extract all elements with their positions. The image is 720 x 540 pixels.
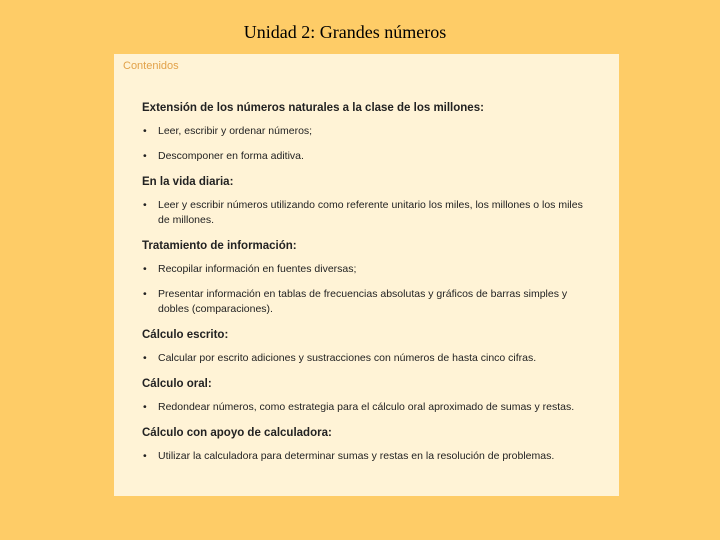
list-item: • Presentar información en tablas de frecuencias absolutas y gráficos de barras simples y dobles (comparaciones).: [142, 287, 592, 317]
panel-label: Contenidos: [123, 60, 179, 72]
list-item: • Utilizar la calculadora para determinar sumas y restas en la resolución de problemas.: [142, 449, 592, 464]
section-heading-calculo-escrito: Cálculo escrito:: [142, 329, 229, 341]
list-item: • Calcular por escrito adiciones y sustracciones con números de hasta cinco cifras.: [142, 351, 592, 366]
section-heading-calculo-oral: Cálculo oral:: [142, 378, 212, 390]
section-list-calculo-escrito: [142, 351, 592, 366]
content-body: [142, 102, 592, 476]
section-list-extension: [142, 124, 592, 164]
section-heading-calculadora: Cálculo con apoyo de calculadora:: [142, 427, 332, 439]
slide-title: Unidad 2: Grandes números: [243, 22, 447, 42]
list-item: • Descomponer en forma aditiva.: [142, 149, 592, 164]
section-heading-vida-diaria: En la vida diaria:: [142, 176, 234, 188]
list-item: • Leer y escribir números utilizando como referente unitario los miles, los millones o los miles de millones.: [142, 198, 592, 228]
section-list-tratamiento: [142, 262, 592, 317]
section-list-vida-diaria: [142, 198, 592, 228]
section-list-calculadora: [142, 449, 592, 464]
list-item: • Leer, escribir y ordenar números;: [142, 124, 592, 139]
section-list-calculo-oral: [142, 400, 592, 415]
list-item: • Recopilar información en fuentes diversas;: [142, 262, 592, 277]
list-item: • Redondear números, como estrategia para el cálculo oral aproximado de sumas y restas.: [142, 400, 592, 415]
section-heading-tratamiento: Tratamiento de información:: [142, 240, 297, 252]
section-heading-extension: Extensión de los números naturales a la clase de los millones:: [142, 102, 484, 114]
content-panel: [114, 54, 619, 496]
